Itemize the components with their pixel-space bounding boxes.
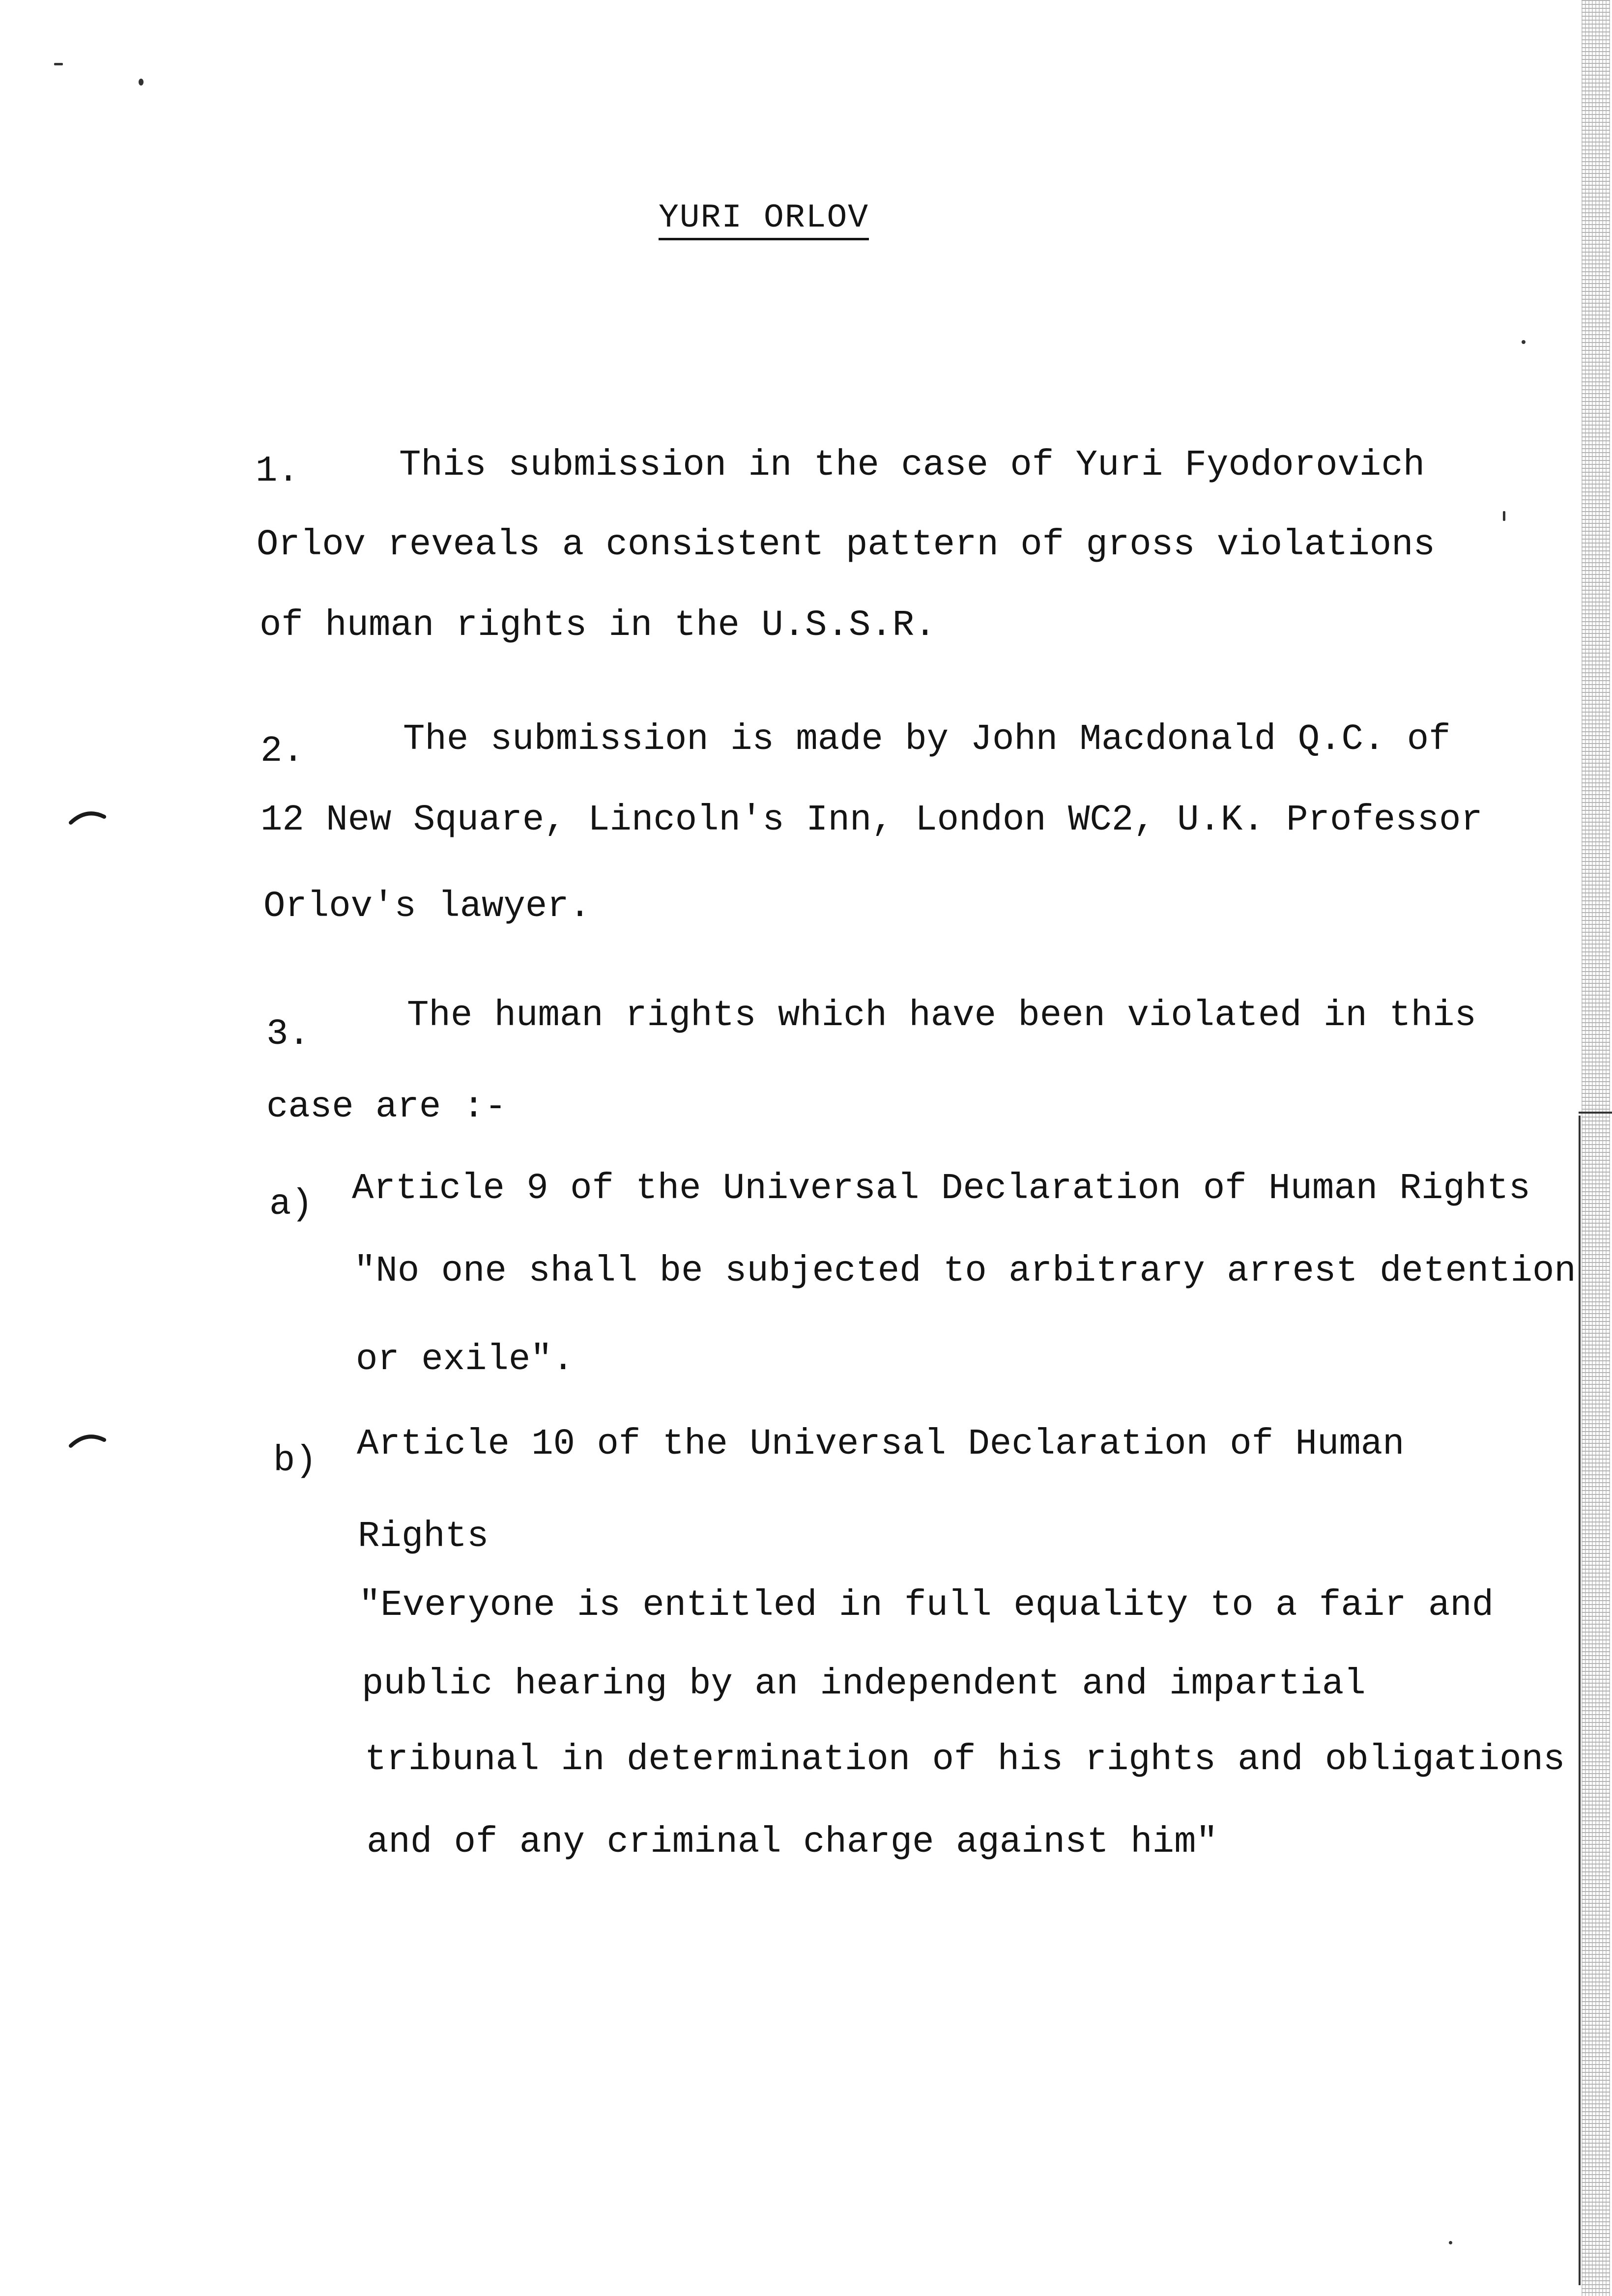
scan-speck	[1522, 340, 1526, 344]
item-a-label: a)	[269, 1184, 313, 1225]
scan-edge-tick	[1579, 1112, 1612, 1114]
document-title: YURI ORLOV	[659, 201, 869, 240]
margin-arc-mark	[69, 1429, 108, 1449]
paragraph-2-line: 12 New Square, Lincoln's Inn, London WC2, U.K. Professor	[260, 800, 1483, 841]
item-a-line: "No one shall be subjected to arbitrary arrest detention	[354, 1251, 1576, 1292]
paragraph-3-line: case are :-	[266, 1087, 507, 1128]
paragraph-1-line: of human rights in the U.S.S.R.	[259, 605, 936, 646]
item-b-line: and of any criminal charge against him"	[367, 1822, 1218, 1863]
scan-speck	[1503, 511, 1505, 521]
item-b-label: b)	[273, 1440, 317, 1482]
item-b-line: Rights	[358, 1516, 489, 1557]
item-b-line: "Everyone is entitled in full equality to a fair and	[359, 1585, 1494, 1626]
scan-edge-strip	[1582, 0, 1610, 2296]
scan-speck	[54, 63, 63, 65]
paragraph-2-line: The submission is made by John Macdonald Q.C. of	[403, 719, 1451, 760]
paragraph-1-number: 1.	[256, 451, 299, 492]
paragraph-2-number: 2.	[260, 731, 304, 772]
item-a-line: Article 9 of the Universal Declaration of Human Rights	[352, 1168, 1530, 1209]
item-b-line: Article 10 of the Universal Declaration of Human	[357, 1424, 1405, 1465]
scan-speck	[139, 79, 144, 86]
paragraph-1-line: This submission in the case of Yuri Fyodorovich	[399, 445, 1425, 486]
scan-edge-line	[1579, 1116, 1581, 2285]
item-b-line: tribunal in determination of his rights and obligations	[365, 1739, 1565, 1780]
paragraph-3-line: The human rights which have been violated in this	[407, 995, 1476, 1036]
paragraph-1-line: Orlov reveals a consistent pattern of gross violations	[257, 524, 1435, 566]
item-b-line: public hearing by an independent and impartial	[362, 1664, 1366, 1705]
paragraph-2-line: Orlov's lawyer.	[263, 886, 591, 927]
margin-arc-mark	[69, 806, 108, 826]
scan-speck	[1449, 2241, 1452, 2244]
paragraph-3-number: 3.	[266, 1014, 310, 1055]
item-a-line: or exile".	[356, 1339, 575, 1380]
